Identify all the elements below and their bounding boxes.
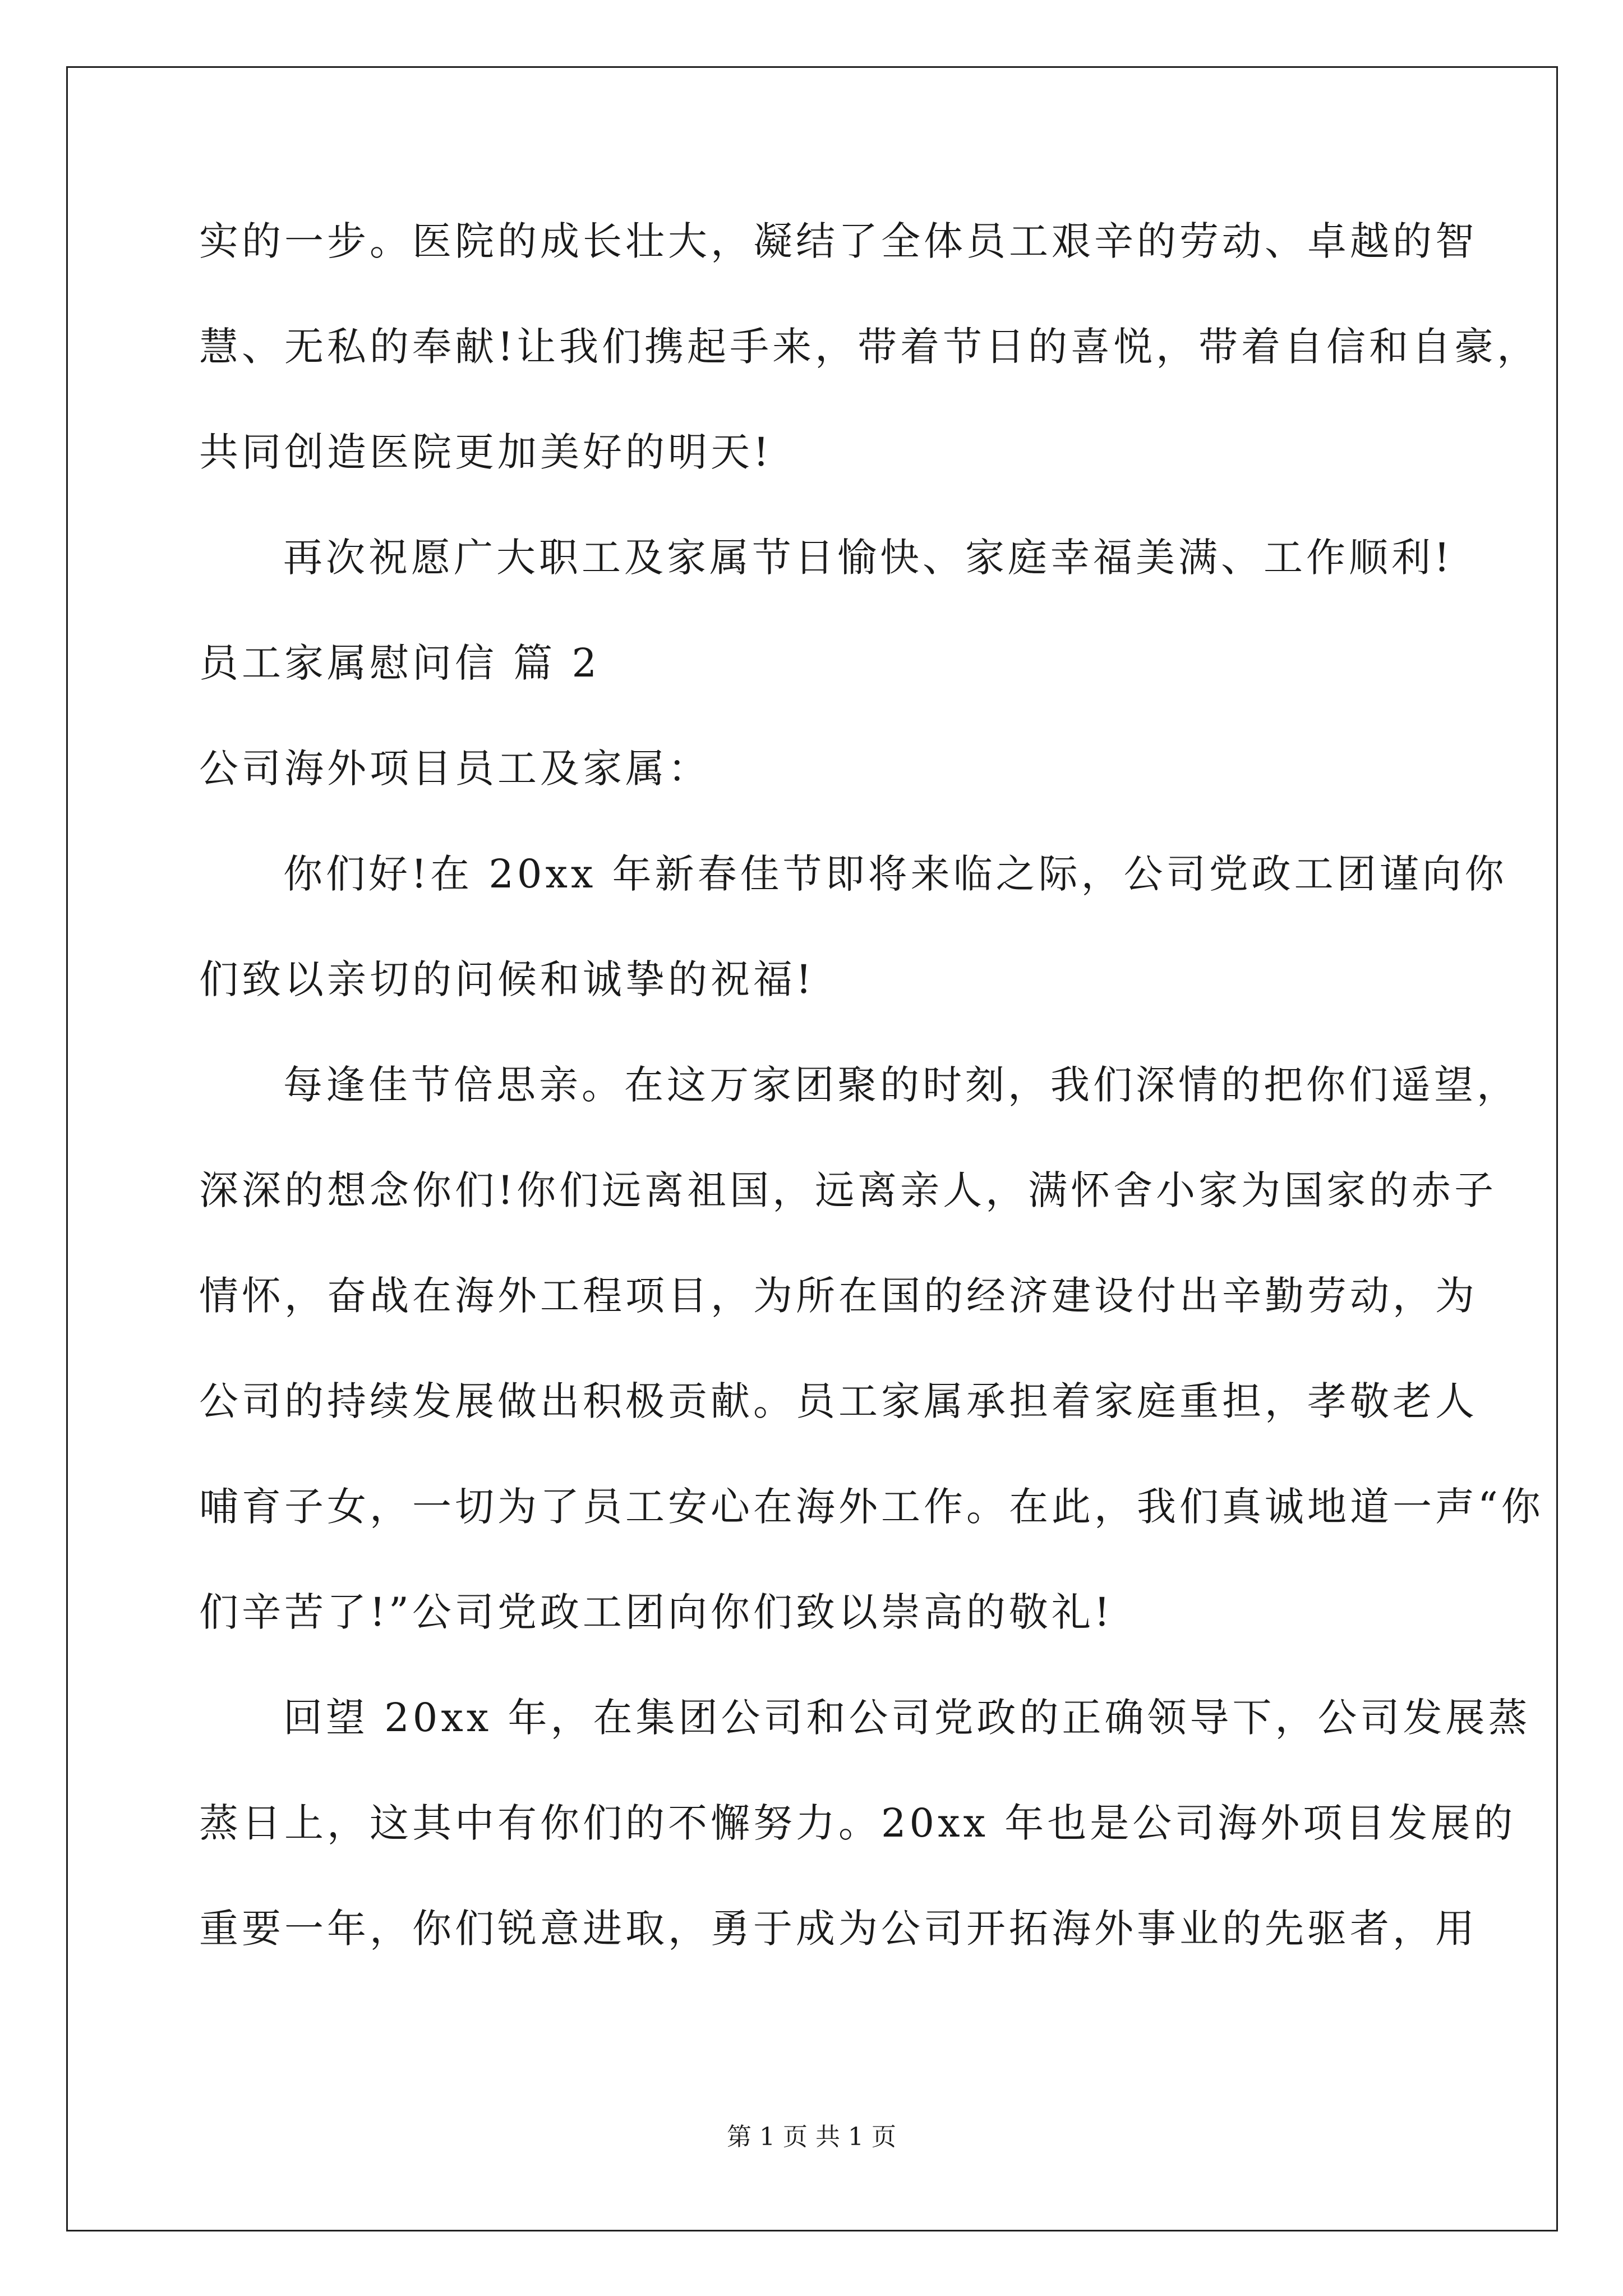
text-line: 哺育子女，一切为了员工安心在海外工作。在此，我们真诚地道一声“你: [199, 1484, 1544, 1530]
text-line: 回望 20xx 年，在集团公司和公司党政的正确领导下，公司发展蒸: [283, 1695, 1531, 1741]
text-line: 重要一年，你们锐意进取，勇于成为公司开拓海外事业的先驱者，用: [199, 1906, 1478, 1952]
text-line: 公司的持续发展做出积极贡献。员工家属承担着家庭重担，孝敬老人: [199, 1378, 1478, 1424]
text-line: 共同创造医院更加美好的明天!: [199, 429, 773, 475]
text-line: 们致以亲切的问候和诚挚的祝福!: [199, 956, 815, 1002]
page-number-footer: 第 1 页 共 1 页: [727, 2123, 896, 2151]
text-line: 们辛苦了!”公司党政工团向你们致以崇高的敬礼!: [199, 1589, 1114, 1635]
text-line: 实的一步。医院的成长壮大，凝结了全体员工艰辛的劳动、卓越的智: [199, 218, 1478, 264]
text-line: 每逢佳节倍思亲。在这万家团聚的时刻，我们深情的把你们遥望，: [283, 1062, 1519, 1108]
text-line: 深深的想念你们!你们远离祖国，远离亲人，满怀舍小家为国家的赤子: [199, 1167, 1497, 1213]
text-line: 再次祝愿广大职工及家属节日愉快、家庭幸福美满、工作顺利!: [283, 535, 1454, 581]
text-line: 情怀，奋战在海外工程项目，为所在国的经济建设付出辛勤劳动，为: [199, 1273, 1478, 1319]
section-heading: 员工家属慰问信 篇 2: [199, 640, 601, 686]
salutation: 公司海外项目员工及家属：: [199, 746, 711, 792]
text-line: 慧、无私的奉献!让我们携起手来，带着节日的喜悦，带着自信和自豪，: [199, 324, 1540, 370]
text-line: 你们好!在 20xx 年新春佳节即将来临之际，公司党政工团谨向你: [283, 851, 1507, 897]
text-line: 蒸日上，这其中有你们的不懈努力。20xx 年也是公司海外项目发展的: [199, 1800, 1516, 1846]
